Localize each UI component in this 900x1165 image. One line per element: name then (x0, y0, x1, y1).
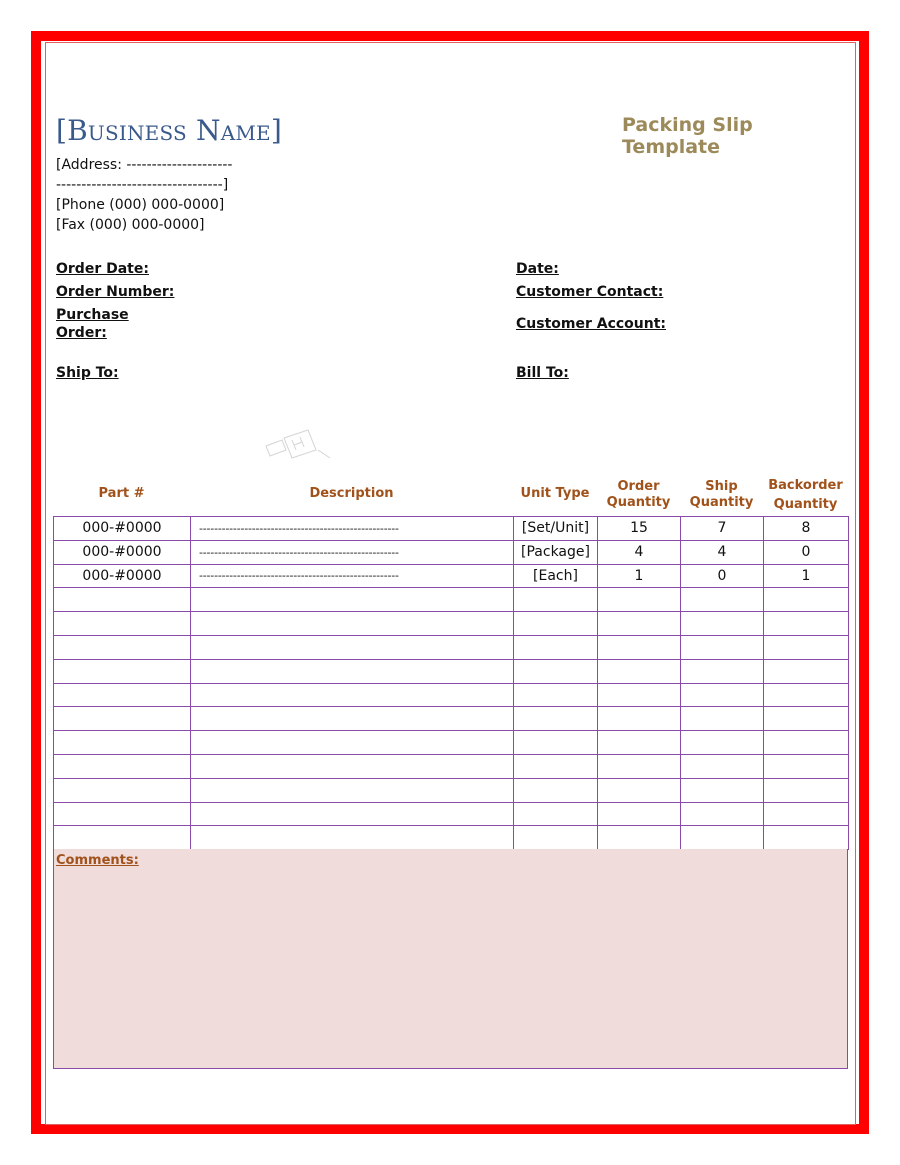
empty-cell[interactable] (764, 754, 849, 778)
backorder-quantity-cell[interactable]: 0 (764, 540, 849, 564)
empty-cell[interactable] (54, 754, 191, 778)
description-cell[interactable]: ----------------------------------------------------- (191, 540, 514, 564)
order-quantity-cell[interactable]: 15 (598, 517, 681, 541)
header-ship-quantity: Ship Quantity (689, 479, 754, 510)
address-line-2: ---------------------------------] (56, 177, 229, 193)
empty-cell[interactable] (598, 588, 681, 612)
empty-cell[interactable] (191, 635, 514, 659)
backorder-quantity-cell[interactable]: 1 (764, 564, 849, 588)
empty-cell[interactable] (514, 588, 598, 612)
table-row[interactable] (54, 517, 849, 541)
empty-cell[interactable] (54, 707, 191, 731)
part-cell[interactable]: 000-#0000 (54, 564, 191, 588)
purchase-order-label-line2: Order: (56, 325, 107, 341)
empty-table-row[interactable] (54, 731, 849, 755)
empty-cell[interactable] (514, 659, 598, 683)
empty-cell[interactable] (681, 754, 764, 778)
header-backorder-quantity: Backorder Quantity (768, 478, 843, 512)
empty-cell[interactable] (681, 826, 764, 850)
customer-contact-label: Customer Contact: (516, 284, 664, 300)
description-cell[interactable]: ----------------------------------------------------- (191, 564, 514, 588)
unit-type-cell[interactable]: [Each] (514, 564, 598, 588)
order-quantity-cell[interactable]: 1 (598, 564, 681, 588)
order-number-label: Order Number: (56, 284, 175, 300)
empty-cell[interactable] (764, 778, 849, 802)
empty-cell[interactable] (54, 731, 191, 755)
empty-cell[interactable] (598, 659, 681, 683)
empty-cell[interactable] (514, 802, 598, 826)
purchase-order-label-line1: Purchase (56, 307, 129, 323)
header-description: Description (309, 486, 394, 501)
empty-cell[interactable] (764, 802, 849, 826)
empty-cell[interactable] (514, 683, 598, 707)
empty-cell[interactable] (191, 731, 514, 755)
empty-cell[interactable] (191, 707, 514, 731)
empty-cell[interactable] (514, 635, 598, 659)
empty-cell[interactable] (681, 707, 764, 731)
empty-table-row[interactable] (54, 707, 849, 731)
unit-type-cell[interactable]: [Package] (514, 540, 598, 564)
header-order-quantity: Order Quantity (606, 479, 671, 510)
table-row[interactable] (54, 564, 849, 588)
empty-cell[interactable] (764, 659, 849, 683)
empty-cell[interactable] (514, 778, 598, 802)
empty-cell[interactable] (514, 612, 598, 636)
empty-cell[interactable] (681, 635, 764, 659)
ship-quantity-cell[interactable]: 0 (681, 564, 764, 588)
empty-cell[interactable] (598, 802, 681, 826)
header-unit-type: Unit Type (520, 486, 590, 501)
backorder-quantity-cell[interactable]: 8 (764, 517, 849, 541)
part-cell[interactable]: 000-#0000 (54, 540, 191, 564)
empty-cell[interactable] (764, 635, 849, 659)
comments-label: Comments: (56, 853, 139, 868)
bill-to-label: Bill To: (516, 365, 569, 381)
empty-cell[interactable] (514, 754, 598, 778)
empty-cell[interactable] (598, 754, 681, 778)
address-line-1: [Address: --------------------- (56, 157, 233, 173)
empty-cell[interactable] (681, 588, 764, 612)
order-date-label: Order Date: (56, 261, 149, 277)
part-cell[interactable]: 000-#0000 (54, 517, 191, 541)
empty-cell[interactable] (598, 635, 681, 659)
empty-cell[interactable] (598, 826, 681, 850)
empty-cell[interactable] (764, 588, 849, 612)
empty-cell[interactable] (598, 731, 681, 755)
empty-cell[interactable] (54, 635, 191, 659)
date-label: Date: (516, 261, 559, 277)
empty-cell[interactable] (598, 707, 681, 731)
empty-table-row[interactable] (54, 826, 849, 850)
empty-cell[interactable] (54, 778, 191, 802)
empty-cell[interactable] (191, 612, 514, 636)
empty-cell[interactable] (514, 731, 598, 755)
empty-table-row[interactable] (54, 635, 849, 659)
empty-cell[interactable] (191, 754, 514, 778)
empty-cell[interactable] (598, 778, 681, 802)
empty-cell[interactable] (764, 707, 849, 731)
order-quantity-cell[interactable]: 4 (598, 540, 681, 564)
customer-account-label: Customer Account: (516, 316, 667, 332)
description-cell[interactable]: ----------------------------------------------------- (191, 517, 514, 541)
empty-cell[interactable] (681, 612, 764, 636)
comments-box[interactable] (53, 849, 848, 1069)
empty-cell[interactable] (764, 826, 849, 850)
empty-cell[interactable] (514, 707, 598, 731)
empty-cell[interactable] (54, 683, 191, 707)
empty-cell[interactable] (764, 612, 849, 636)
empty-cell[interactable] (681, 659, 764, 683)
ship-to-label: Ship To: (56, 365, 119, 381)
empty-table-row[interactable] (54, 754, 849, 778)
empty-table-row[interactable] (54, 659, 849, 683)
header-part: Part # (98, 486, 145, 501)
empty-cell[interactable] (191, 826, 514, 850)
ship-quantity-cell[interactable]: 4 (681, 540, 764, 564)
empty-table-row[interactable] (54, 778, 849, 802)
empty-cell[interactable] (191, 659, 514, 683)
empty-cell[interactable] (681, 683, 764, 707)
unit-type-cell[interactable]: [Set/Unit] (514, 517, 598, 541)
empty-cell[interactable] (191, 588, 514, 612)
empty-cell[interactable] (54, 826, 191, 850)
empty-table-row[interactable] (54, 802, 849, 826)
empty-table-row[interactable] (54, 612, 849, 636)
fax-number: [Fax (000) 000-0000] (56, 217, 205, 233)
watermark-icon (262, 428, 332, 462)
empty-cell[interactable] (191, 778, 514, 802)
items-table (53, 516, 849, 850)
phone-number: [Phone (000) 000-0000] (56, 197, 225, 213)
ship-quantity-cell[interactable]: 7 (681, 517, 764, 541)
document-title: Packing Slip Template (622, 114, 753, 158)
empty-cell[interactable] (54, 802, 191, 826)
empty-cell[interactable] (191, 683, 514, 707)
business-name: [Business Name] (56, 114, 282, 147)
empty-cell[interactable] (764, 683, 849, 707)
empty-cell[interactable] (514, 826, 598, 850)
empty-cell[interactable] (54, 659, 191, 683)
empty-cell[interactable] (681, 731, 764, 755)
empty-cell[interactable] (191, 802, 514, 826)
empty-table-row[interactable] (54, 683, 849, 707)
empty-cell[interactable] (681, 778, 764, 802)
empty-cell[interactable] (54, 588, 191, 612)
table-row[interactable] (54, 540, 849, 564)
empty-cell[interactable] (598, 683, 681, 707)
empty-cell[interactable] (598, 612, 681, 636)
empty-cell[interactable] (764, 731, 849, 755)
empty-cell[interactable] (681, 802, 764, 826)
empty-cell[interactable] (54, 612, 191, 636)
empty-table-row[interactable] (54, 588, 849, 612)
